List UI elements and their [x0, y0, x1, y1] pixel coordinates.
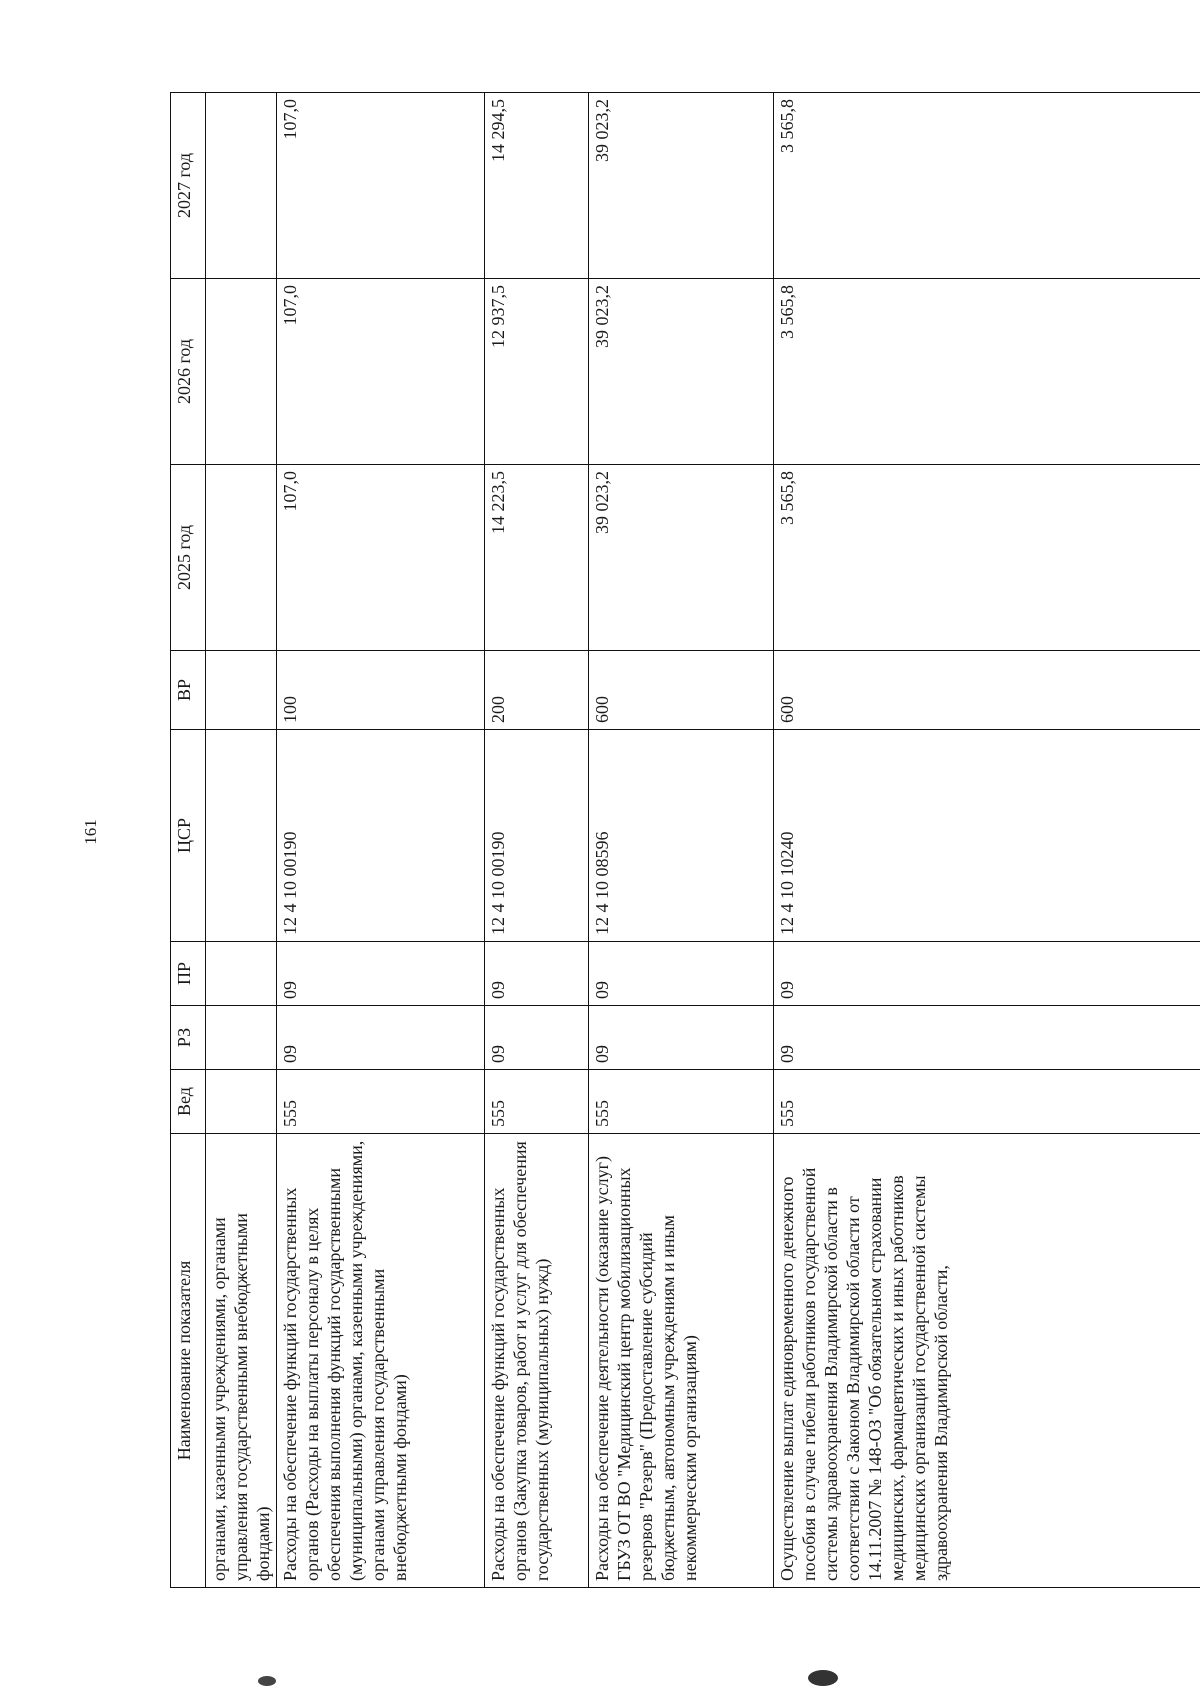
cell-2027: 3 565,8 — [774, 93, 1200, 279]
header-rz: РЗ — [171, 1006, 206, 1070]
page-number: 161 — [80, 819, 100, 845]
header-pr: ПР — [171, 942, 206, 1006]
cell-2027: 14 294,5 — [485, 93, 589, 279]
cell-2027: 39 023,2 — [589, 93, 774, 279]
cell-2025: 14 223,5 — [485, 465, 589, 651]
header-2026: 2026 год — [171, 279, 206, 465]
cell-pr: 09 — [277, 942, 485, 1006]
cell-name: Осуществление выплат единовременного денежного пособия в случае гибели работников государственной системы здравоохранения Владимирской области в соответствии с Законом Владимирской области от 14.11.2007 № 148-ОЗ "Об обязательном страховании медицинских, фармацевтических и иных работников медицинских организаций государственной системы здравоохранения Владимирской области, — [774, 1134, 1200, 1588]
cell-vr: 600 — [774, 651, 1200, 730]
cell-ved: 555 — [485, 1070, 589, 1134]
cell-ved — [206, 1070, 277, 1134]
budget-table — [170, 92, 1200, 1588]
cell-name: Расходы на обеспечение функций государственных органов (Расходы на выплаты персоналу в целях обеспечения выполнения функций государственными (муниципальными) органами, казенными учреждениями, органами управления государственными внебюджетными фондами) — [277, 1134, 485, 1588]
cell-rz: 09 — [485, 1006, 589, 1070]
cell-vr: 200 — [485, 651, 589, 730]
cell-pr: 09 — [774, 942, 1200, 1006]
header-name: Наименование показателя — [171, 1134, 206, 1588]
table-header-row — [171, 93, 206, 1588]
cell-2026: 107,0 — [277, 279, 485, 465]
table-row — [485, 93, 589, 1588]
cell-vr — [206, 651, 277, 730]
cell-csr: 12 4 10 00190 — [485, 730, 589, 942]
header-2025: 2025 год — [171, 465, 206, 651]
cell-2025: 39 023,2 — [589, 465, 774, 651]
cell-2026 — [206, 279, 277, 465]
cell-ved: 555 — [589, 1070, 774, 1134]
cell-vr: 100 — [277, 651, 485, 730]
scan-speck — [258, 1676, 276, 1686]
cell-csr: 12 4 10 00190 — [277, 730, 485, 942]
cell-name: Расходы на обеспечение функций государственных органов (Закупка товаров, работ и услуг для обеспечения государственных (муниципальных) нужд) — [485, 1134, 589, 1588]
cell-csr: 12 4 10 08596 — [589, 730, 774, 942]
table-row — [589, 93, 774, 1588]
header-2027: 2027 год — [171, 93, 206, 279]
cell-2025: 107,0 — [277, 465, 485, 651]
table-row — [206, 93, 277, 1588]
cell-2026: 3 565,8 — [774, 279, 1200, 465]
cell-pr: 09 — [485, 942, 589, 1006]
scan-speck — [808, 1670, 838, 1686]
cell-2026: 39 023,2 — [589, 279, 774, 465]
cell-2025: 3 565,8 — [774, 465, 1200, 651]
table-row — [277, 93, 485, 1588]
cell-ved: 555 — [277, 1070, 485, 1134]
header-csr: ЦСР — [171, 730, 206, 942]
cell-pr — [206, 942, 277, 1006]
cell-rz — [206, 1006, 277, 1070]
header-ved: Вед — [171, 1070, 206, 1134]
cell-2027 — [206, 93, 277, 279]
cell-pr: 09 — [589, 942, 774, 1006]
header-vr: ВР — [171, 651, 206, 730]
cell-vr: 600 — [589, 651, 774, 730]
cell-2025 — [206, 465, 277, 651]
cell-csr: 12 4 10 10240 — [774, 730, 1200, 942]
cell-rz: 09 — [589, 1006, 774, 1070]
cell-name: Расходы на обеспечение деятельности (оказание услуг) ГБУЗ ОТ ВО "Медицинский центр мобилизационных резервов "Резерв" (Предоставление субсидий бюджетным, автономным учреждениям и иным некоммерческим организациям) — [589, 1134, 774, 1588]
cell-csr — [206, 730, 277, 942]
cell-rz: 09 — [774, 1006, 1200, 1070]
table-row — [774, 93, 1200, 1588]
budget-table-container — [170, 92, 1200, 1588]
cell-rz: 09 — [277, 1006, 485, 1070]
cell-2027: 107,0 — [277, 93, 485, 279]
cell-ved: 555 — [774, 1070, 1200, 1134]
cell-name: органами, казенными учреждениями, органами управления государственными внебюджетными фондами) — [206, 1134, 277, 1588]
cell-2026: 12 937,5 — [485, 279, 589, 465]
